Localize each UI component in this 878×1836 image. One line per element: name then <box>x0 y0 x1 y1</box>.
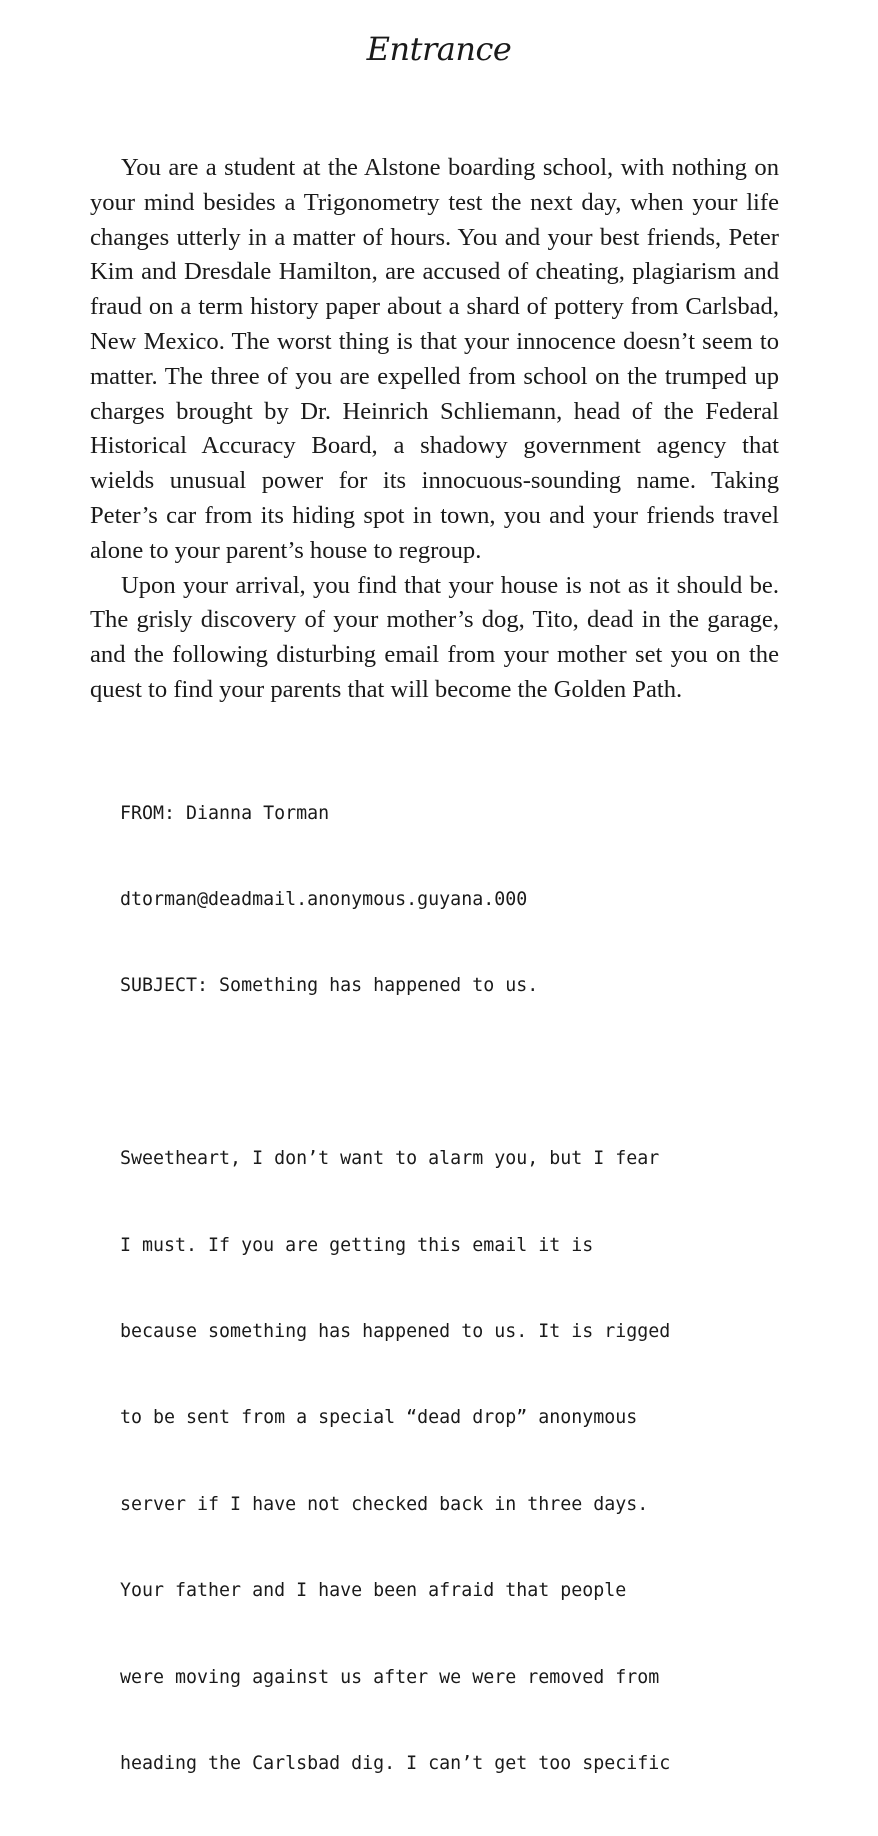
email-body-line: Your father and I have been afraid that people <box>120 1580 627 1602</box>
email-body-line: to be sent from a special “dead drop” anonymous <box>120 1407 638 1429</box>
paragraph-2: Upon your arrival, you find that your house is not as it should be. The grisly discovery of your mother’s dog, Tito, dead in the garage, and the following disturbing email from your mother set you on the quest to find your parents that will become the Golden Path. <box>90 571 779 703</box>
email-body-line: because something has happened to us. It is rigged <box>120 1320 671 1342</box>
email-body-line: server if I have not checked back in three days. <box>120 1493 649 1515</box>
email-excerpt <box>120 742 770 1836</box>
email-body-line: heading the Carlsbad dig. I can’t get too specific <box>120 1752 671 1774</box>
email-body-line: I must. If you are getting this email it is <box>120 1234 594 1256</box>
email-subject-line: SUBJECT: Something has happened to us. <box>120 975 539 997</box>
chapter-title: Entrance <box>366 30 512 68</box>
email-blank-line <box>120 1059 770 1088</box>
email-body-line: were moving against us after we were removed from <box>120 1666 660 1688</box>
email-body-line: Sweetheart, I don’t want to alarm you, but I fear <box>120 1148 660 1170</box>
email-address-line: dtorman@deadmail.anonymous.guyana.000 <box>120 888 528 910</box>
body-text <box>90 151 779 708</box>
paragraph-1: You are a student at the Alstone boarding school, with nothing on your mind besides a Trigonometry test the next day, when your life changes utterly in a matter of hours. You and your best friends, Peter Kim and Dresdale Hamilton, are accused of cheating, plagiarism and fraud on a term history paper about a shard of pottery from Carlsbad, New Mexico. The worst thing is that your innocence doesn’t seem to matter. The three of you are expelled from school on the trumped up charges brought by Dr. Heinrich Schliemann, head of the Federal Historical Accuracy Board, a shadowy government agency that wields unusual power for its innocuous-sounding name. Taking Peter’s car from its hiding spot in town, you and your friends travel alone to your parent’s house to regroup. <box>90 154 779 564</box>
email-from-line: FROM: Dianna Torman <box>120 802 330 824</box>
